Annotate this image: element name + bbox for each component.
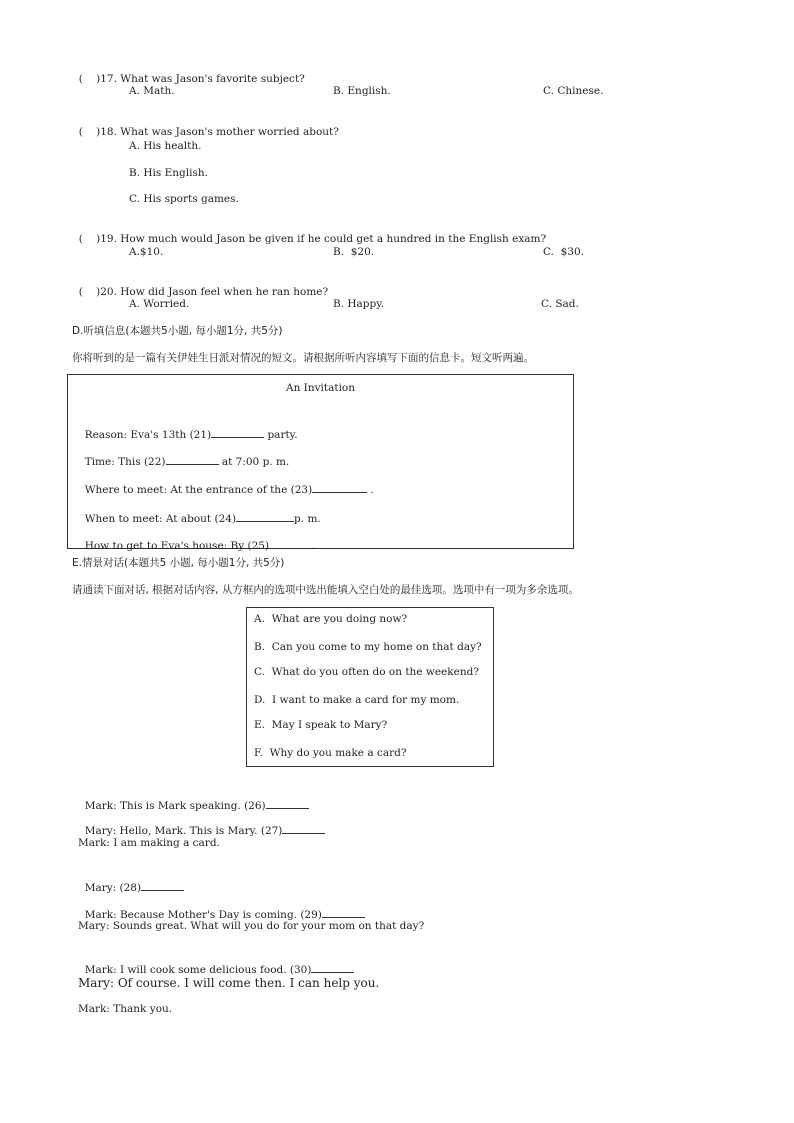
invitation-time <box>78 440 289 469</box>
dialog-line: Mark: Thank you. <box>78 1003 173 1015</box>
answer-paren: ( ) <box>78 233 101 245</box>
invitation-where <box>78 468 374 497</box>
blank-23[interactable] <box>312 482 367 493</box>
label: . <box>367 484 374 496</box>
option-e: E. May I speak to Mary? <box>254 719 388 731</box>
option-c: C. Sad. <box>541 298 579 310</box>
invitation-title: An Invitation <box>285 382 356 394</box>
blank-26[interactable] <box>266 798 309 809</box>
dialog-line <box>78 948 354 977</box>
label: at 7:00 p. m. <box>218 456 290 468</box>
dialog-line: Mark: I am making a card. <box>78 837 220 849</box>
option-f: F. Why do you make a card? <box>254 747 407 759</box>
option-c: C. $30. <box>543 246 585 258</box>
option-a: A. Worried. <box>129 298 190 310</box>
dialog-line <box>78 893 365 922</box>
option-a: A. Math. <box>129 85 175 97</box>
invitation-reason <box>78 413 298 442</box>
dialog-line <box>78 809 325 838</box>
blank-29[interactable] <box>322 907 365 918</box>
blank-22[interactable] <box>166 454 219 465</box>
blank-25[interactable] <box>269 538 309 549</box>
options-box <box>246 607 494 767</box>
question-stem: 17. What was Jason's favorite subject? <box>100 73 305 85</box>
invitation-when <box>78 497 321 526</box>
option-b: B. Can you come to my home on that day? <box>254 641 482 653</box>
label: p. m. <box>294 513 321 525</box>
question-17 <box>72 58 305 86</box>
dialog-text: Mary: Hello, Mark. This is Mary. (27) <box>84 825 283 837</box>
question-stem: 20. How did Jason feel when he ran home? <box>100 286 329 298</box>
option-a: A. His health. <box>129 140 202 152</box>
question-18 <box>72 111 339 139</box>
option-c: C. His sports games. <box>129 193 239 205</box>
answer-paren: ( ) <box>78 73 101 85</box>
label: Where to meet: At the entrance of the (23) <box>84 484 313 496</box>
invitation-how <box>78 524 316 553</box>
section-d-instruction: 你将听到的是一篇有关伊娃生日派对情况的短文。请根据所听内容填写下面的信息卡。短文听两遍。 <box>72 352 534 364</box>
option-a: A. What are you doing now? <box>254 613 408 625</box>
option-b: B. Happy. <box>333 298 385 310</box>
question-20 <box>72 271 328 299</box>
section-d-title: D.听填信息(本题共5小题, 每小题1分, 共5分) <box>72 325 283 337</box>
blank-21[interactable] <box>211 427 264 438</box>
dialog-text: Mark: I will cook some delicious food. (30) <box>84 964 312 976</box>
label: . <box>309 540 316 552</box>
option-d: D. I want to make a card for my mom. <box>254 694 460 706</box>
blank-30[interactable] <box>311 962 354 973</box>
question-19 <box>72 218 546 246</box>
dialog-line: Mary: Of course. I will come then. I can help you. <box>78 976 380 990</box>
question-stem: 18. What was Jason's mother worried about? <box>100 126 339 138</box>
blank-24[interactable] <box>236 511 294 522</box>
label: Time: This (22) <box>84 456 166 468</box>
answer-paren: ( ) <box>78 286 101 298</box>
dialog-text: Mary: (28) <box>84 882 142 894</box>
label: Reason: Eva's 13th (21) <box>84 429 212 441</box>
dialog-line: Mary: Sounds great. What will you do for your mom on that day? <box>78 920 425 932</box>
dialog-text: Mark: This is Mark speaking. (26) <box>84 800 266 812</box>
dialog-text: Mark: Because Mother's Day is coming. (29) <box>84 909 322 921</box>
option-b: B. $20. <box>333 246 375 258</box>
label: party. <box>264 429 298 441</box>
option-c: C. What do you often do on the weekend? <box>254 666 479 678</box>
blank-28[interactable] <box>141 880 184 891</box>
section-e-instruction: 请通读下面对话, 根据对话内容, 从方框内的选项中选出能填入空白处的最佳选项。选项中有一项为多余选项。 <box>72 584 579 596</box>
option-b: B. English. <box>333 85 391 97</box>
option-a: A.$10. <box>129 246 164 258</box>
question-stem: 19. How much would Jason be given if he could get a hundred in the English exam? <box>100 233 547 245</box>
option-b: B. His English. <box>129 167 208 179</box>
option-c: C. Chinese. <box>543 85 604 97</box>
answer-paren: ( ) <box>78 126 101 138</box>
dialog-line <box>78 866 184 895</box>
blank-27[interactable] <box>282 823 325 834</box>
section-e-title: E.情景对话(本题共5 小题, 每小题1分, 共5分) <box>72 557 285 569</box>
label: When to meet: At about (24) <box>84 513 237 525</box>
label: How to get to Eva's house: By (25) <box>84 540 270 552</box>
